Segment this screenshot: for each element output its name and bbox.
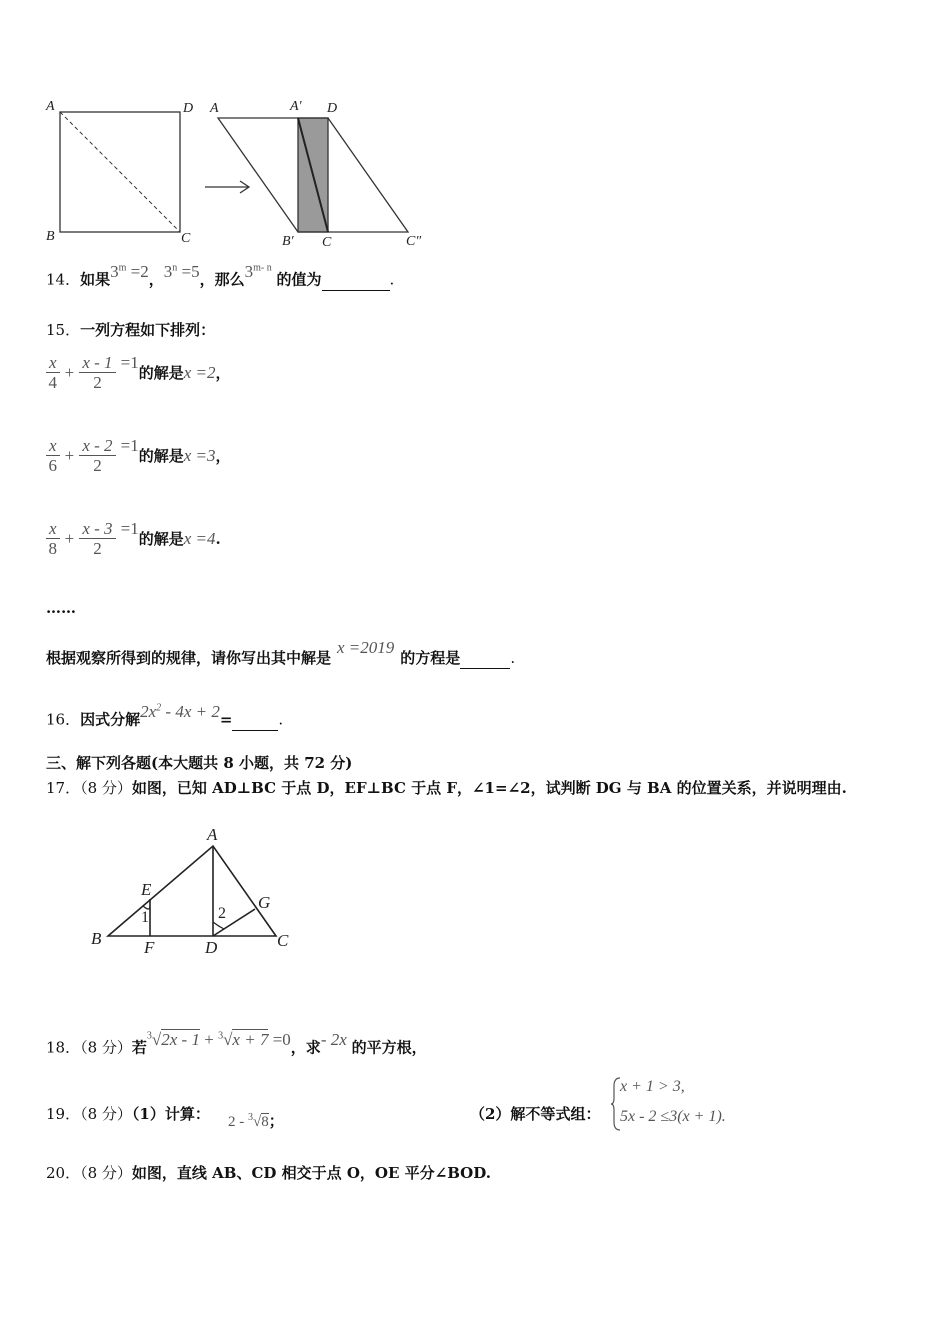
- q15-eq3-sol-text: 的解是: [138, 530, 184, 548]
- q16-text: 因式分解: [80, 710, 141, 729]
- q15-eq3-tail: .: [215, 530, 221, 548]
- q15-eq1-frac-2: $\frac{x - 1}{2}$: [79, 354, 115, 393]
- q15-eq3-eq: =1: [120, 519, 139, 538]
- label-right-a-prime: A′: [290, 99, 302, 114]
- q17-text: 如图，已知 AD⊥BC 于点 D，EF⊥BC 于点 F，∠1=∠2，试判断 DG 与 BA 的位置关系，并说明理由.: [131, 779, 847, 797]
- label-right-d: D: [327, 101, 338, 116]
- q19-score: （8 分）: [80, 1105, 132, 1123]
- q14-answer-blank[interactable]: [322, 270, 390, 291]
- triangle-abc: [108, 846, 276, 936]
- q17-number: 17．: [46, 779, 81, 797]
- question-19-part-2: （2）解不等式组：: [470, 1105, 601, 1123]
- q15-eq2-sol-text: 的解是: [138, 447, 184, 465]
- q15-eq2-frac-2: $\frac{x - 2}{2}$: [79, 437, 115, 476]
- q14-text-1: 如果: [80, 270, 111, 289]
- label-left-d: D: [183, 101, 194, 116]
- q18-math: $^3$√2x - 1 + $^3$√x + 7 =0: [146, 1029, 291, 1049]
- question-16: [46, 701, 284, 731]
- label-f: F: [144, 938, 155, 957]
- label-e: E: [141, 880, 152, 899]
- label-c: C: [277, 931, 289, 950]
- q18-score: （8 分）: [80, 1038, 132, 1057]
- q15-equation-2: [46, 437, 231, 476]
- q16-eq: =: [219, 710, 233, 729]
- q14-end: .: [389, 270, 395, 289]
- q14-comma: ，: [148, 270, 164, 289]
- q15-number: 15．: [46, 321, 81, 339]
- q19-number: 19．: [46, 1105, 81, 1123]
- q16-number: 16．: [46, 710, 81, 729]
- q18-number: 18．: [46, 1038, 81, 1057]
- q19-inequality-1: x + 1 > 3,: [620, 1078, 685, 1095]
- label-angle-2: 2: [218, 905, 226, 922]
- q18-text-3: 的平方根，: [351, 1038, 427, 1057]
- q16-math: $2x^2 - 4x + 2$: [140, 701, 220, 721]
- section-3-title: 三、解下列各题(本大题共 8 小题，共 72 分): [46, 754, 353, 772]
- q15-eq1-tail: ，: [215, 364, 231, 382]
- label-a: A: [207, 825, 218, 844]
- q15-eq2-eq: =1: [120, 436, 139, 455]
- q19-part-1-label: （1）计算：: [131, 1105, 210, 1123]
- q14-math-2: 3$^n$ =5: [163, 261, 200, 281]
- q17-score: （8 分）: [80, 779, 132, 797]
- q15-eq2-plus: +: [64, 446, 75, 465]
- q15-eq2-frac-1: $\frac{x}{6}$: [46, 437, 60, 476]
- angle-2-arc: [213, 922, 224, 929]
- q20-number: 20．: [46, 1164, 81, 1182]
- q16-end: .: [278, 710, 284, 729]
- label-b: B: [91, 929, 102, 948]
- question-20: [46, 1163, 491, 1183]
- q15-rule-line: [46, 638, 516, 669]
- label-right-a: A: [210, 101, 219, 116]
- figure-triangle-q17: [88, 822, 308, 962]
- q16-answer-blank[interactable]: [232, 710, 278, 731]
- q14-text-2: ，那么: [199, 270, 245, 289]
- q14-math-3: 3$^{m- n}$: [244, 261, 272, 281]
- label-left-a: A: [46, 99, 55, 114]
- q15-eq1-plus: +: [64, 363, 75, 382]
- q14-text-3: 的值为: [276, 270, 322, 289]
- question-19-part-1: [46, 1104, 210, 1124]
- q19-inequality-2: 5x - 2 ≤3(x + 1).: [620, 1108, 726, 1125]
- label-left-b: B: [46, 229, 55, 244]
- q18-text-1: 若: [131, 1038, 147, 1057]
- label-left-c: C: [181, 231, 191, 246]
- q18-text-2: ，求: [290, 1038, 321, 1057]
- q15-eq3-sol: x =4: [183, 529, 216, 548]
- q15-eq3-frac-2: $\frac{x - 3}{2}$: [79, 520, 115, 559]
- q14-math-1: 3$^m$ =2: [110, 261, 149, 281]
- q20-text: 如图，直线 AB、CD 相交于点 O，OE 平分∠BOD.: [131, 1164, 491, 1182]
- q14-number: 14．: [46, 270, 81, 289]
- q15-eq1-sol-text: 的解是: [138, 364, 184, 382]
- q15-equation-1: [46, 354, 231, 393]
- q15-eq1-sol: x =2: [183, 363, 216, 382]
- label-right-c-double-prime: C″: [406, 234, 422, 249]
- label-angle-1: 1: [141, 909, 149, 926]
- q15-eq2-tail: ，: [215, 447, 231, 465]
- q15-equation-3: [46, 520, 221, 559]
- q15-eq3-frac-1: $\frac{x}{8}$: [46, 520, 60, 559]
- q15-title: 一列方程如下排列：: [80, 321, 216, 339]
- question-14: [46, 261, 395, 291]
- question-15-title: [46, 320, 215, 340]
- q15-rule-math: x =2019: [337, 638, 395, 657]
- label-right-c: C: [322, 235, 332, 250]
- q15-ellipsis: ……: [46, 599, 76, 617]
- q15-eq1-eq: =1: [120, 353, 139, 372]
- q15-rule-tail: 的方程是: [400, 649, 461, 667]
- q15-eq1-frac-1: $\frac{x}{4}$: [46, 354, 60, 393]
- q15-rule-text: 根据观察所得到的规律，请你写出其中解是: [46, 649, 332, 667]
- q18-math-2: - 2x: [320, 1029, 347, 1049]
- question-18: [46, 1029, 427, 1058]
- q15-end: .: [510, 649, 516, 667]
- label-right-b-prime: B′: [282, 234, 294, 249]
- question-17: [46, 778, 847, 798]
- q19-part-1-math: 2 - $^3$√8；: [228, 1112, 284, 1130]
- q15-answer-blank[interactable]: [460, 648, 510, 669]
- label-g: G: [258, 893, 271, 912]
- diagonal-ac-dashed: [60, 112, 180, 232]
- q20-score: （8 分）: [80, 1164, 132, 1182]
- q15-eq2-sol: x =3: [183, 446, 216, 465]
- figure-square-transform: [40, 92, 440, 252]
- q15-eq3-plus: +: [64, 529, 75, 548]
- label-d: D: [205, 938, 218, 957]
